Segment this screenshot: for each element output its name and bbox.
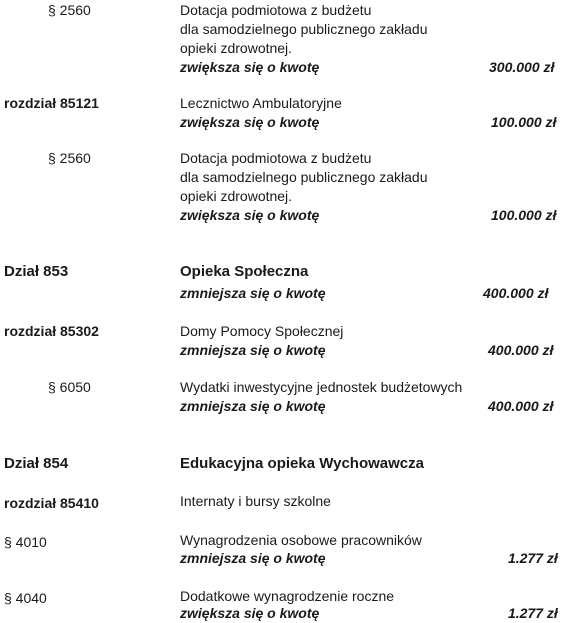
change-action: zmniejsza się o kwotę — [180, 285, 326, 301]
change-action: zwiększa się o kwotę — [180, 605, 320, 621]
item-description: Domy Pomocy Społecznej — [180, 323, 344, 339]
item-description: Internaty i bursy szkolne — [180, 493, 331, 509]
item-description: Dotacja podmiotowa z budżetu — [180, 2, 372, 18]
division-title: Edukacyjna opieka Wychowawcza — [180, 455, 424, 472]
amount: 100.000 zł — [491, 207, 557, 223]
chapter-number: rozdział 85302 — [4, 323, 99, 339]
change-action: zmniejsza się o kwotę — [180, 550, 326, 566]
item-description: dla samodzielnego publicznego zakładu — [180, 169, 428, 185]
paragraph-number: § 2560 — [48, 2, 91, 18]
item-description: Dodatkowe wynagrodzenie roczne — [180, 588, 395, 604]
division-number: Dział 854 — [4, 455, 69, 472]
item-description: opieki zdrowotnej. — [180, 188, 293, 204]
item-description: Wydatki inwestycyjne jednostek budżetowych — [180, 379, 463, 395]
item-description: dla samodzielnego publicznego zakładu — [180, 21, 428, 37]
amount: 400.000 zł — [488, 398, 554, 414]
item-description: opieki zdrowotnej. — [180, 40, 293, 56]
paragraph-number: § 4040 — [4, 590, 47, 606]
paragraph-number: § 4010 — [4, 534, 47, 550]
division-number: Dział 853 — [4, 263, 69, 280]
paragraph-number: § 2560 — [48, 150, 91, 166]
change-action: zwiększa się o kwotę — [180, 59, 320, 75]
change-action: zwiększa się o kwotę — [180, 114, 320, 130]
change-action: zmniejsza się o kwotę — [180, 342, 326, 358]
amount: 300.000 zł — [489, 59, 555, 75]
paragraph-number: § 6050 — [48, 379, 91, 395]
item-description: Wynagrodzenia osobowe pracowników — [180, 532, 422, 548]
item-description: Dotacja podmiotowa z budżetu — [180, 150, 372, 166]
amount: 400.000 zł — [483, 285, 549, 301]
chapter-number: rozdział 85121 — [4, 95, 99, 111]
amount: 1.277 zł — [508, 605, 558, 621]
amount: 100.000 zł — [491, 114, 557, 130]
item-description: Lecznictwo Ambulatoryjne — [180, 95, 342, 111]
amount: 1.277 zł — [508, 550, 558, 566]
change-action: zwiększa się o kwotę — [180, 207, 320, 223]
change-action: zmniejsza się o kwotę — [180, 398, 326, 414]
amount: 400.000 zł — [488, 342, 554, 358]
division-title: Opieka Społeczna — [180, 263, 309, 280]
chapter-number: rozdział 85410 — [4, 495, 99, 511]
